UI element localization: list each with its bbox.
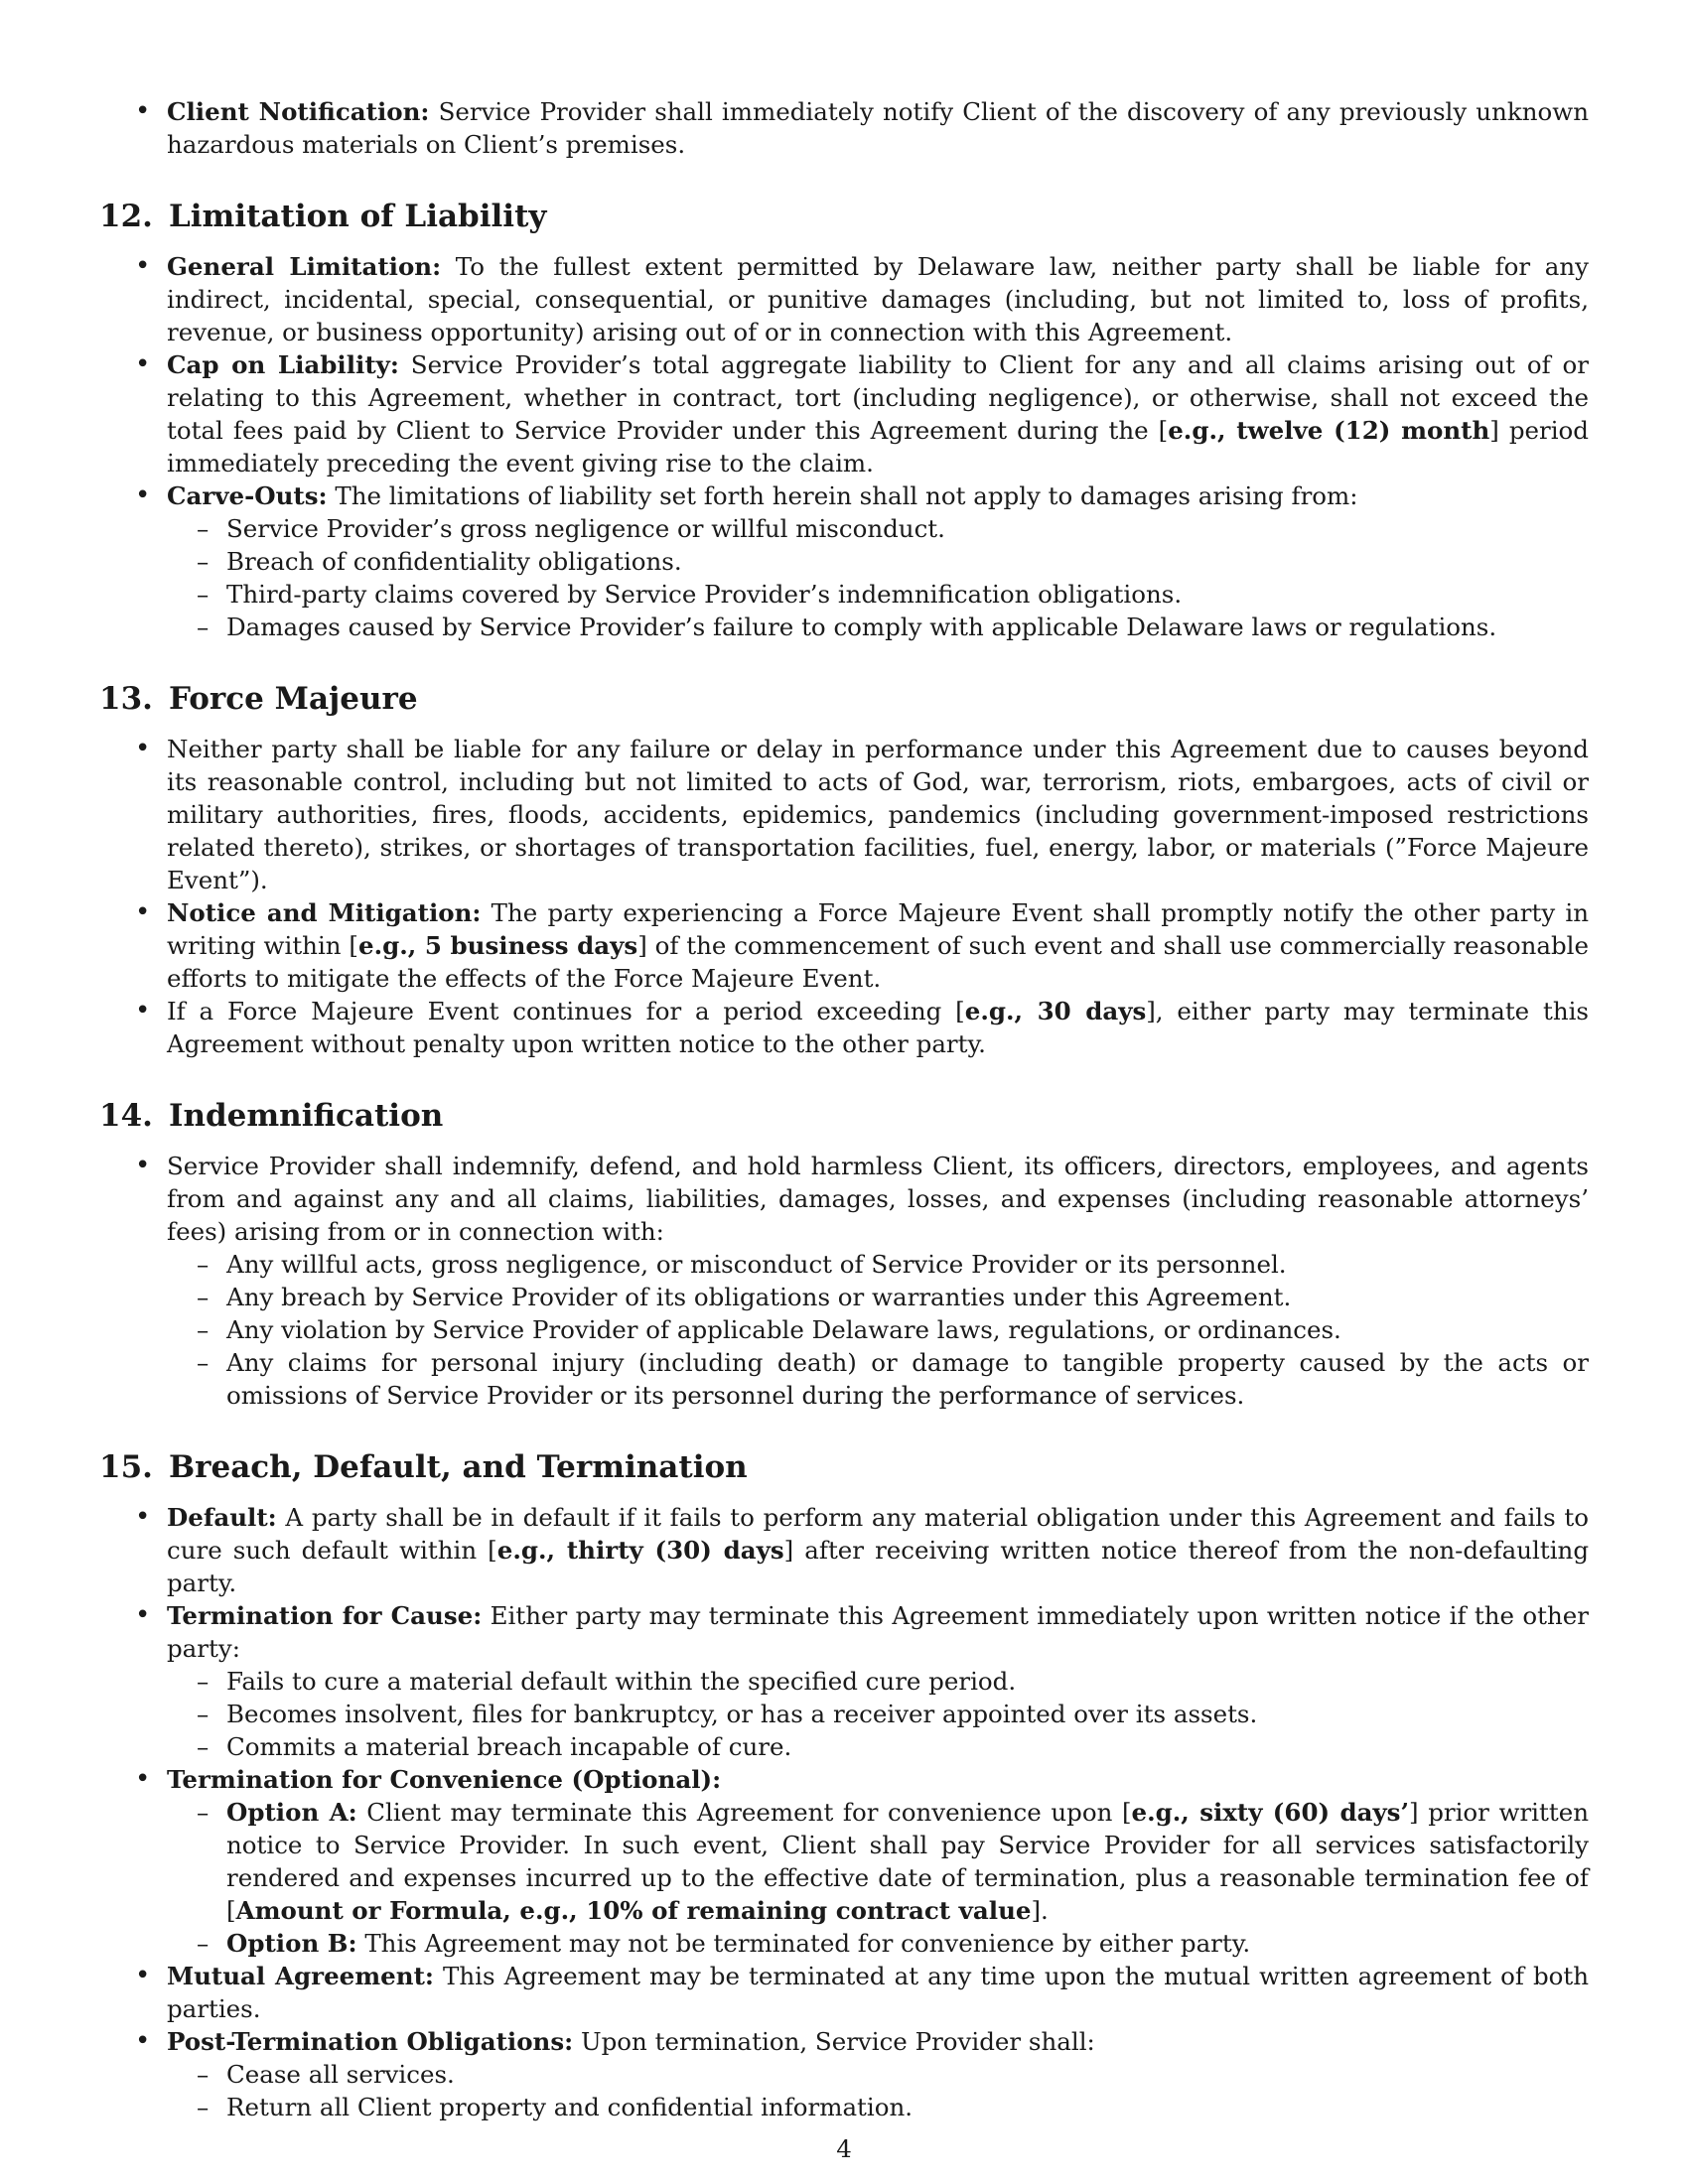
item-text: A party shall be in default if it fails to perform any material obligation under this Agreement and fails to cure such default within [ [167, 1503, 1589, 1565]
item-text: To the fullest extent permitted by Delaware law, neither party shall be liable for any indirect, incidental, special, consequential, or punitive damages (including, but not limited to, loss of profits, revenue, or business opportunity) arising out of or in connection with this Agreement. [167, 252, 1589, 346]
section-title: Breach, Default, and Termination [168, 1449, 748, 1485]
item-text: ] after receiving written notice thereof from the non-defaulting party. [167, 1536, 1590, 1597]
item-text: ] period immediately preceding the event giving rise to the claim. [167, 416, 1589, 478]
sub-list-item: – Breach of confidentiality obligations. [167, 545, 1589, 578]
item-text: ] of the commencement of such event and shall use commercially reasonable efforts to mitigate the effects of the Force Majeure Event. [167, 931, 1589, 993]
item-label: Termination for Convenience (Optional): [167, 1765, 722, 1794]
list-item [99, 1150, 1589, 1412]
item-text: The limitations of liability set forth herein shall not apply to damages arising from: [327, 481, 1358, 510]
list-item [99, 479, 1589, 643]
list-item [99, 995, 1589, 1060]
item-text: If a Force Majeure Event continues for a period exceeding [ [167, 997, 965, 1025]
section-title: Force Majeure [168, 681, 418, 717]
list-item [99, 95, 1589, 161]
section-title: Indemnification [168, 1098, 444, 1134]
sub-list-item: – Any breach by Service Provider of its obligations or warranties under this Agreement. [167, 1281, 1589, 1313]
section-number: 14. [99, 1098, 153, 1134]
item-label: Client Notification: [167, 97, 430, 126]
sub-list-item: – Becomes insolvent, files for bankruptcy, or has a receiver appointed over its assets. [167, 1698, 1589, 1730]
option-label: Option B: [226, 1929, 357, 1958]
section-heading-13 [99, 679, 1589, 719]
sub-list-item [167, 1796, 1589, 1927]
item-label: Mutual Agreement: [167, 1962, 434, 1990]
list-item [99, 348, 1589, 479]
item-label: Cap on Liability: [167, 350, 399, 379]
sub-list-item: – Commits a material breach incapable of cure. [167, 1730, 1589, 1763]
section-number: 15. [99, 1449, 153, 1485]
placeholder-text: e.g., sixty (60) days’ [1131, 1798, 1410, 1827]
item-text: Client may terminate this Agreement for convenience upon [ [356, 1798, 1132, 1827]
section-heading-12 [99, 197, 1589, 236]
placeholder-text: e.g., twelve (12) month [1168, 416, 1490, 445]
section-13-list [99, 733, 1589, 1060]
sub-list-item: – Third-party claims covered by Service Provider’s indemnification obligations. [167, 578, 1589, 611]
page-number: 4 [836, 2134, 852, 2163]
list-item [99, 250, 1589, 348]
item-text: ] prior written notice to Service Provider. In such event, Client shall pay Service Provider for all services satisfactorily rendered and expenses incurred up to the effective date of termination, plus a reasonable termination fee of [ [226, 1798, 1589, 1925]
sub-list-item: – Any violation by Service Provider of applicable Delaware laws, regulations, or ordinances. [167, 1313, 1589, 1346]
list-item [99, 2025, 1589, 2123]
item-text: ], either party may terminate this Agreement without penalty upon written notice to the other party. [167, 997, 1590, 1058]
list-item [99, 1960, 1589, 2025]
item-label: Termination for Cause: [167, 1601, 483, 1630]
section-heading-15 [99, 1447, 1589, 1487]
sub-list [167, 512, 1589, 643]
item-text: Service Provider’s total aggregate liability to Client for any and all claims arising out of or relating to this Agreement, whether in contract, tort (including negligence), or otherwise, shall not exceed the total fees paid by Client to Service Provider under this Agreement during the [ [167, 350, 1589, 445]
sub-list [167, 1665, 1589, 1763]
sub-list [167, 2058, 1589, 2123]
sub-list-item: – Fails to cure a material default within the specified cure period. [167, 1665, 1589, 1698]
section-14-list [99, 1150, 1589, 1412]
item-label: Carve-Outs: [167, 481, 328, 510]
item-text: Service Provider shall indemnify, defend, and hold harmless Client, its officers, directors, employees, and agents from and against any and all claims, liabilities, damages, losses, and expenses (including reasonable attorneys’ fees) arising from or in connection with: [167, 1152, 1589, 1246]
list-item [99, 896, 1589, 995]
section-number: 13. [99, 681, 153, 717]
section-number: 12. [99, 199, 153, 234]
item-text: This Agreement may not be terminated for convenience by either party. [356, 1929, 1251, 1958]
list-item [99, 1501, 1589, 1599]
item-label: General Limitation: [167, 252, 442, 281]
list-item [99, 1599, 1589, 1763]
item-text: Upon termination, Service Provider shall: [573, 2027, 1095, 2056]
sub-list-item: – Any claims for personal injury (including death) or damage to tangible property caused by the acts or omissions of Service Provider or its personnel during the performance of services. [167, 1346, 1589, 1412]
section-12-list [99, 250, 1589, 643]
section-heading-14 [99, 1096, 1589, 1136]
sub-list-item: – Any willful acts, gross negligence, or misconduct of Service Provider or its personnel. [167, 1248, 1589, 1281]
item-text: Either party may terminate this Agreement immediately upon written notice if the other party: [167, 1601, 1589, 1663]
item-text: The party experiencing a Force Majeure Event shall promptly notify the other party in writing within [ [167, 898, 1589, 960]
item-text: This Agreement may be terminated at any time upon the mutual written agreement of both parties. [167, 1962, 1589, 2023]
placeholder-text: e.g., 5 business days [357, 931, 638, 960]
placeholder-text: Amount or Formula, e.g., 10% of remaining contract value [235, 1896, 1032, 1925]
item-label: Default: [167, 1503, 277, 1532]
item-label: Post-Termination Obligations: [167, 2027, 574, 2056]
document-body [99, 95, 1589, 2123]
list-item [99, 1763, 1589, 1960]
placeholder-text: e.g., thirty (30) days [496, 1536, 784, 1565]
section-15-list [99, 1501, 1589, 2123]
intro-list [99, 95, 1589, 161]
sub-list-item [167, 1927, 1589, 1960]
section-title: Limitation of Liability [168, 199, 547, 234]
item-text: ]. [1031, 1896, 1049, 1925]
sub-list-item: – Return all Client property and confidential information. [167, 2091, 1589, 2123]
item-text: Service Provider shall immediately notify Client of the discovery of any previously unknown hazardous materials on Client’s premises. [167, 97, 1589, 159]
sub-list [167, 1796, 1589, 1960]
item-label: Notice and Mitigation: [167, 898, 482, 927]
option-label: Option A: [226, 1798, 357, 1827]
sub-list-item: – Service Provider’s gross negligence or willful misconduct. [167, 512, 1589, 545]
sub-list-item: – Damages caused by Service Provider’s failure to comply with applicable Delaware laws or regulations. [167, 611, 1589, 643]
list-item [99, 733, 1589, 896]
sub-list-item: – Cease all services. [167, 2058, 1589, 2091]
sub-list [167, 1248, 1589, 1412]
placeholder-text: e.g., 30 days [964, 997, 1147, 1025]
item-text: Neither party shall be liable for any failure or delay in performance under this Agreement due to causes beyond its reasonable control, including but not limited to acts of God, war, terrorism, riots, embargoes, acts of civil or military authorities, fires, floods, accidents, epidemics, pandemics (including government-imposed restrictions related thereto), strikes, or shortages of transportation facilities, fuel, energy, labor, or materials (”Force Majeure Event”). [167, 735, 1589, 894]
